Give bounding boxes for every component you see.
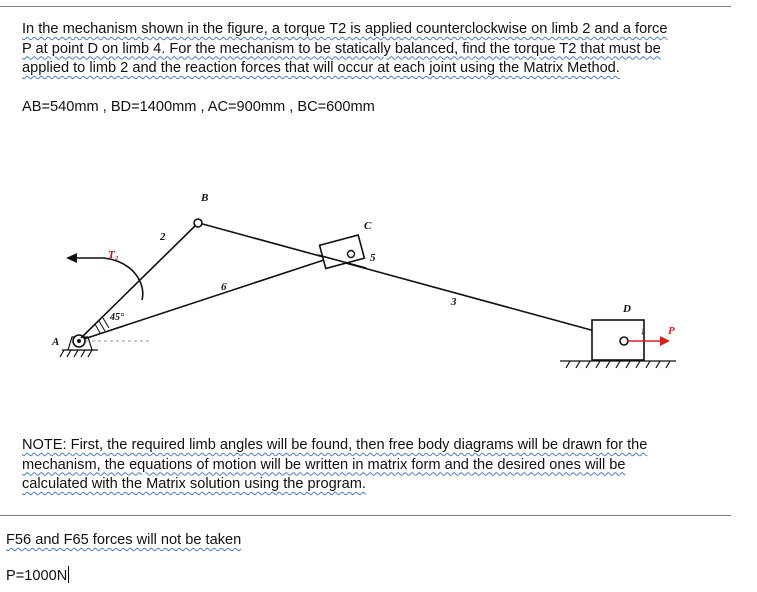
label-A: A bbox=[52, 336, 60, 348]
problem-line-3: applied to limb 2 and the reaction forces that will occur at each joint using the Matrix Method. bbox=[22, 60, 620, 76]
pivot-A-center bbox=[77, 339, 81, 343]
slider-block-D bbox=[592, 320, 644, 360]
note-paragraph bbox=[22, 436, 722, 495]
p-value-line[interactable] bbox=[6, 566, 69, 584]
label-link-5: 5 bbox=[370, 252, 376, 264]
pivot-D bbox=[620, 337, 628, 345]
problem-line-2: P at point D on limb 4. For the mechanism to be statically balanced, find the torque T2 that must be bbox=[22, 40, 661, 57]
text-cursor bbox=[68, 566, 69, 583]
torque-T2-arc bbox=[72, 258, 143, 300]
p-value-text: P=1000N bbox=[6, 568, 68, 584]
label-link-6: 6 bbox=[221, 281, 227, 293]
label-D: D bbox=[623, 303, 631, 315]
pivot-B bbox=[194, 219, 202, 227]
label-T2: T₂ bbox=[108, 249, 119, 261]
force-P-arrowhead bbox=[660, 336, 670, 346]
label-P: P bbox=[668, 325, 675, 337]
note-line-3: calculated with the Matrix solution using the program. bbox=[22, 476, 366, 492]
f56-note-text: F56 and F65 forces will not be taken bbox=[6, 532, 242, 548]
link-3 bbox=[199, 223, 624, 339]
torque-T2-arrowhead bbox=[66, 253, 77, 263]
label-B: B bbox=[201, 192, 209, 204]
note-line-1: NOTE: First, the required limb angles will be found, then free body diagrams will be drawn for the bbox=[22, 437, 648, 453]
problem-line-1: In the mechanism shown in the figure, a torque T2 is applied counterclockwise on limb 2 and a force bbox=[22, 21, 668, 37]
label-link-2: 2 bbox=[160, 231, 166, 243]
label-link-3: 3 bbox=[451, 296, 457, 308]
dimensions-line: AB=540mm , BD=1400mm , AC=900mm , BC=600mm bbox=[22, 99, 375, 115]
note-line-2: mechanism, the equations of motion will be written in matrix form and the desired ones will be bbox=[22, 456, 626, 473]
label-C: C bbox=[364, 220, 372, 232]
pivot-C bbox=[348, 251, 355, 258]
label-angle: 45° bbox=[110, 312, 124, 323]
section-divider bbox=[0, 515, 731, 516]
label-D-slider-mark: ↓ bbox=[640, 326, 645, 337]
slider-block-5 bbox=[320, 235, 365, 269]
f56-note bbox=[6, 532, 241, 548]
ground-D bbox=[560, 361, 676, 368]
